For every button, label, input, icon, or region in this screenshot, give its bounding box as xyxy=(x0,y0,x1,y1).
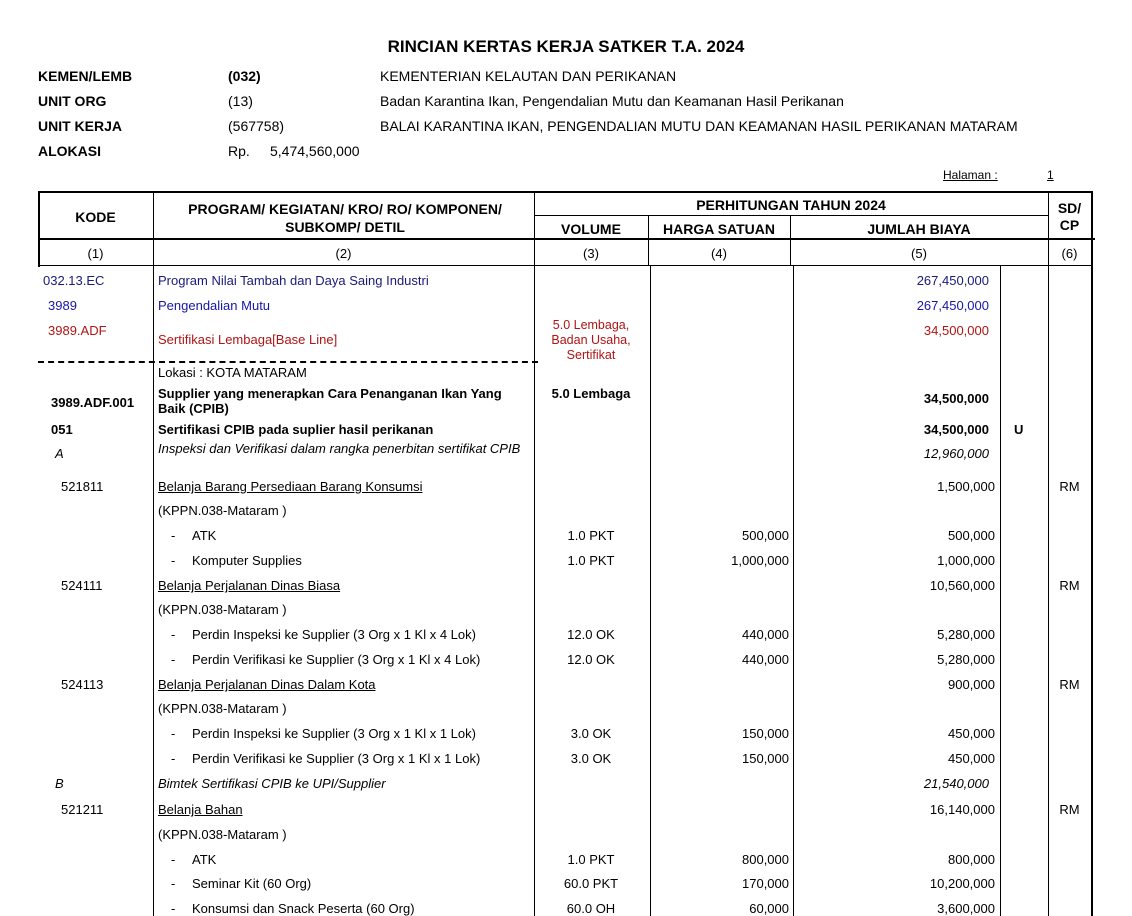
row-kode: B xyxy=(55,776,64,791)
col-header-volume: VOLUME xyxy=(561,221,621,237)
row-desc: Komputer Supplies xyxy=(192,553,302,568)
row-bullet: - xyxy=(171,553,176,568)
row-harga: 440,000 xyxy=(742,652,789,667)
row-desc: Perdin Verifikasi ke Supplier (3 Org x 1 Kl x 1 Lok) xyxy=(192,751,481,766)
row-desc: ATK xyxy=(192,852,217,867)
row-bullet: - xyxy=(171,751,176,766)
row-kode: 521811 xyxy=(61,479,104,494)
row-jumlah: 1,000,000 xyxy=(937,553,995,568)
row-kode: 524113 xyxy=(61,677,104,692)
row-jumlah: 5,280,000 xyxy=(937,627,995,642)
row-volume: 1.0 PKT xyxy=(567,852,615,867)
row-desc: Supplier yang menerapkan Cara Penanganan Ikan Yang Baik (CPIB) xyxy=(158,386,502,416)
row-kode: 3989.ADF xyxy=(48,323,107,338)
row-jumlah: 34,500,000 xyxy=(923,323,989,338)
row-desc: Bimtek Sertifikasi CPIB ke UPI/Supplier xyxy=(158,776,386,791)
row-jumlah: 1,500,000 xyxy=(937,479,995,494)
row-sd: RM xyxy=(1059,677,1080,692)
row-desc: Lokasi : KOTA MATARAM xyxy=(158,365,307,380)
row-desc: Pengendalian Mutu xyxy=(158,298,271,313)
row-jumlah: 267,450,000 xyxy=(916,273,989,288)
row-desc: Belanja Perjalanan Dinas Biasa xyxy=(158,578,341,593)
row-volume: 1.0 PKT xyxy=(567,528,615,543)
row-harga: 440,000 xyxy=(742,627,789,642)
row-volume: 12.0 OK xyxy=(567,652,615,667)
row-bullet: - xyxy=(171,901,176,916)
col-number-2: (2) xyxy=(335,246,352,261)
row-desc: Belanja Bahan xyxy=(158,802,243,817)
row-desc: (KPPN.038-Mataram ) xyxy=(158,827,287,842)
row-kode: 3989.ADF.001 xyxy=(51,395,135,410)
row-jumlah: 800,000 xyxy=(948,852,995,867)
header-value-alokasi: 5,474,560,000 xyxy=(270,143,360,159)
halaman-label: Halaman : xyxy=(943,168,998,182)
row-harga: 150,000 xyxy=(742,751,789,766)
header-code-unit-org: (13) xyxy=(228,93,253,109)
row-jumlah: 450,000 xyxy=(948,726,995,741)
row-kode: 3989 xyxy=(48,298,77,313)
row-desc: Belanja Barang Persediaan Barang Konsumsi xyxy=(158,479,423,494)
dashed-separator xyxy=(38,361,538,363)
row-desc: Perdin Inspeksi ke Supplier (3 Org x 1 Kl x 1 Lok) xyxy=(192,726,476,741)
row-desc: Program Nilai Tambah dan Daya Saing Industri xyxy=(158,273,429,288)
row-jumlah: 10,560,000 xyxy=(929,578,995,593)
header-label-unit-kerja: UNIT KERJA xyxy=(38,118,123,134)
row-harga: 150,000 xyxy=(742,726,789,741)
row-desc: Inspeksi dan Verifikasi dalam rangka penerbitan sertifikat CPIB xyxy=(158,441,521,456)
col-header-kode: KODE xyxy=(75,209,116,225)
row-volume: 5.0 Lembaga xyxy=(551,386,631,401)
header-code-kemen: (032) xyxy=(228,68,261,84)
col-number-6: (6) xyxy=(1061,246,1078,261)
row-jumlah: 10,200,000 xyxy=(929,876,995,891)
header-label-alokasi: ALOKASI xyxy=(38,143,101,159)
row-desc: ATK xyxy=(192,528,217,543)
row-jumlah: 500,000 xyxy=(948,528,995,543)
row-desc: Belanja Perjalanan Dinas Dalam Kota xyxy=(158,677,376,692)
row-volume: 3.0 OK xyxy=(570,726,612,741)
row-desc: Sertifikasi CPIB pada suplier hasil perikanan xyxy=(158,422,434,437)
row-jumlah: 16,140,000 xyxy=(929,802,995,817)
row-desc: (KPPN.038-Mataram ) xyxy=(158,602,287,617)
row-jumlah: 900,000 xyxy=(948,677,995,692)
header-value-unit-kerja: BALAI KARANTINA IKAN, PENGENDALIAN MUTU DAN KEAMANAN HASIL PERIKANAN MATARAM xyxy=(380,118,1018,134)
table-subheader-line xyxy=(534,215,1048,216)
row-sd: RM xyxy=(1059,479,1080,494)
row-desc: Sertifikasi Lembaga[Base Line] xyxy=(158,332,338,347)
row-harga: 60,000 xyxy=(749,901,789,916)
col-header-program: PROGRAM/ KEGIATAN/ KRO/ RO/ KOMPONEN/ SUBKOMP/ DETIL xyxy=(188,201,502,235)
row-harga: 500,000 xyxy=(742,528,789,543)
row-volume: 5.0 Lembaga, Badan Usaha, Sertifikat xyxy=(551,318,631,362)
row-volume: 60.0 PKT xyxy=(563,876,619,891)
table-header-bottom xyxy=(38,238,1095,240)
row-desc: Konsumsi dan Snack Peserta (60 Org) xyxy=(192,901,415,916)
col-number-5: (5) xyxy=(911,246,927,261)
col-divider-5 xyxy=(1000,266,1001,916)
row-volume: 1.0 PKT xyxy=(567,553,615,568)
col-header-perhitungan: PERHITUNGAN TAHUN 2024 xyxy=(696,197,886,213)
row-jumlah: 267,450,000 xyxy=(916,298,989,313)
row-jumlah: 21,540,000 xyxy=(923,776,989,791)
row-desc: (KPPN.038-Mataram ) xyxy=(158,701,287,716)
row-jumlah: 3,600,000 xyxy=(937,901,995,916)
row-bullet: - xyxy=(171,627,176,642)
row-harga: 800,000 xyxy=(742,852,789,867)
row-harga: 1,000,000 xyxy=(731,553,789,568)
col-header-harga: HARGA SATUAN xyxy=(663,221,775,237)
row-kode: A xyxy=(55,446,64,461)
row-volume: 12.0 OK xyxy=(567,627,615,642)
col-number-3: (3) xyxy=(583,246,599,261)
row-desc: Perdin Inspeksi ke Supplier (3 Org x 1 Kl x 4 Lok) xyxy=(192,627,476,642)
col-header-jumlah: JUMLAH BIAYA xyxy=(867,221,971,237)
row-harga: 170,000 xyxy=(742,876,789,891)
row-bullet: - xyxy=(171,528,176,543)
col-divider-1 xyxy=(153,191,154,916)
table-number-row-bottom xyxy=(38,265,1092,266)
row-bullet: - xyxy=(171,726,176,741)
col-number-4: (4) xyxy=(711,246,727,261)
col-divider-right xyxy=(1091,191,1093,916)
header-label-unit-org: UNIT ORG xyxy=(38,93,107,109)
row-kode: 032.13.EC xyxy=(43,273,105,288)
row-desc: (KPPN.038-Mataram ) xyxy=(158,503,287,518)
row-volume: 3.0 OK xyxy=(570,751,612,766)
row-jumlah: 5,280,000 xyxy=(937,652,995,667)
row-bullet: - xyxy=(171,652,176,667)
page-title: RINCIAN KERTAS KERJA SATKER T.A. 2024 xyxy=(387,37,745,56)
col-divider-3 xyxy=(650,266,651,916)
row-desc: Perdin Verifikasi ke Supplier (3 Org x 1 Kl x 4 Lok) xyxy=(192,652,481,667)
header-code-unit-kerja: (567758) xyxy=(228,118,285,134)
row-jumlah: 450,000 xyxy=(948,751,995,766)
row-volume: 60.0 OH xyxy=(566,901,616,916)
row-jumlah: 34,500,000 xyxy=(923,422,989,437)
row-bullet: - xyxy=(171,876,176,891)
row-sd: RM xyxy=(1059,802,1080,817)
row-kode: 524111 xyxy=(61,578,103,593)
row-bullet: - xyxy=(171,852,176,867)
row-desc: Seminar Kit (60 Org) xyxy=(192,876,312,891)
header-code-alokasi: Rp. xyxy=(228,143,250,159)
row-kode: 051 xyxy=(51,422,73,437)
row-jumlah: 34,500,000 xyxy=(923,391,989,406)
header-value-kemen: KEMENTERIAN KELAUTAN DAN PERIKANAN xyxy=(380,68,677,84)
col-number-1: (1) xyxy=(87,246,104,261)
row-flag: U xyxy=(1014,422,1024,437)
row-jumlah: 12,960,000 xyxy=(923,446,989,461)
header-label-kemen: KEMEN/LEMB xyxy=(38,68,133,84)
col-header-sdcp: SD/ CP xyxy=(1057,200,1082,233)
row-sd: RM xyxy=(1059,578,1080,593)
header-value-unit-org: Badan Karantina Ikan, Pengendalian Mutu dan Keamanan Hasil Perikanan xyxy=(380,93,844,109)
row-kode: 521211 xyxy=(61,802,104,817)
table-border-top xyxy=(38,191,1092,193)
halaman-number: 1 xyxy=(1047,168,1054,182)
